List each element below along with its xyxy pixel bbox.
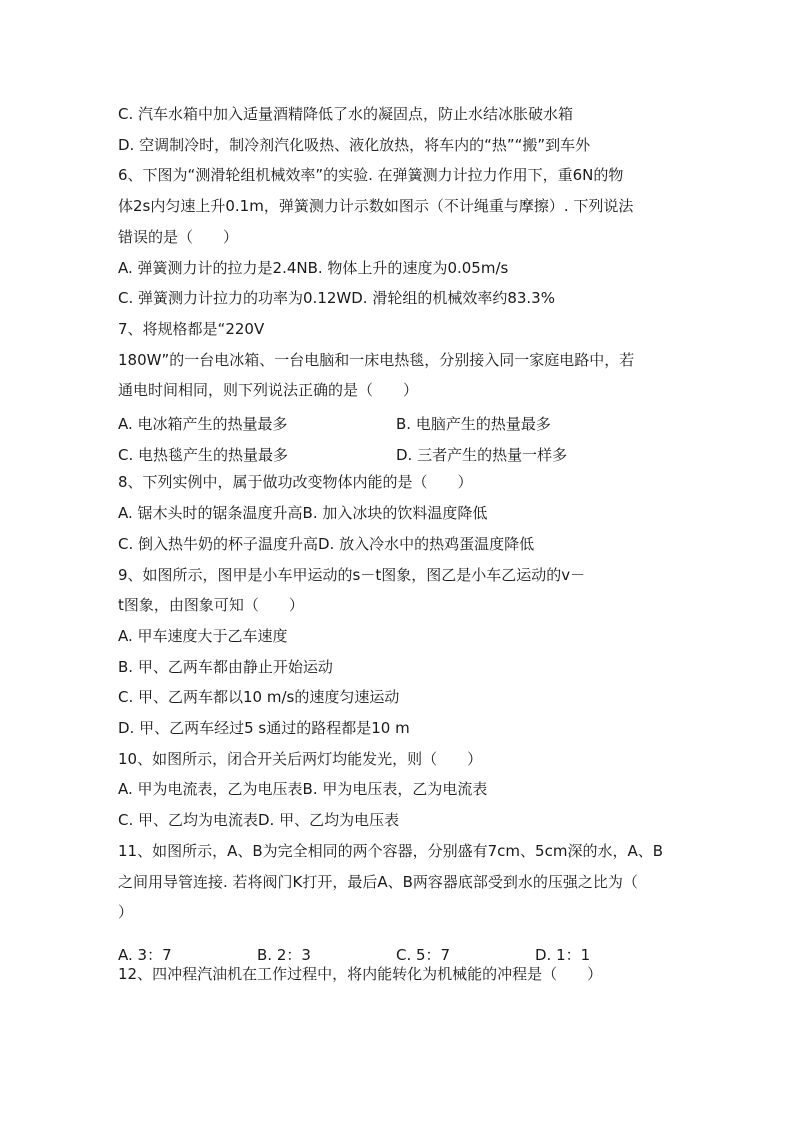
text-line: 通电时间相同，则下列说法正确的是（ ） xyxy=(118,381,419,399)
text-line: 错误的是（ ） xyxy=(118,228,239,246)
text-line: ） xyxy=(118,903,134,921)
text-line: A. 甲车速度大于乙车速度 xyxy=(118,627,288,645)
text-line: C. 倒入热牛奶的杯子温度升高D. 放入冷水中的热鸡蛋温度降低 xyxy=(118,535,535,553)
text-line: 8、下列实例中，属于做功改变物体内能的是（ ） xyxy=(118,473,473,491)
text-line: A. 甲为电流表，乙为电压表B. 甲为电压表，乙为电流表 xyxy=(118,780,488,798)
q11-option-a: A. 3：7 xyxy=(118,946,172,964)
text-line: D. 空调制冷时，制冷剂汽化吸热、液化放热，将车内的“热”“搬”到车外 xyxy=(118,136,591,154)
text-line: D. 甲、乙两车经过5 s通过的路程都是10 m xyxy=(118,719,410,737)
text-line: 11、如图所示，A、B为完全相同的两个容器，分别盛有7cm、5cm深的水，A、B xyxy=(118,842,663,860)
text-line: 体2s内匀速上升0.1m，弹簧测力计示数如图示（不计绳重与摩擦）. 下列说法 xyxy=(118,197,634,215)
q7-option-b: B. 电脑产生的热量最多 xyxy=(396,415,551,433)
text-line: A. 锯木头时的锯条温度升高B. 加入冰块的饮料温度降低 xyxy=(118,504,488,522)
q11-option-c: C. 5：7 xyxy=(396,946,451,964)
q11-option-b: B. 2：3 xyxy=(257,946,311,964)
text-line: 之间用导管连接. 若将阀门K打开，最后A、B两容器底部受到水的压强之比为（ xyxy=(118,873,638,891)
text-line: B. 甲、乙两车都由静止开始运动 xyxy=(118,658,333,676)
text-line: C. 弹簧测力计拉力的功率为0.12WD. 滑轮组的机械效率约83.3% xyxy=(118,289,555,307)
text-line: 9、如图所示，图甲是小车甲运动的s－t图象，图乙是小车乙运动的v－ xyxy=(118,566,586,584)
text-line: C. 甲、乙两车都以10 m/s的速度匀速运动 xyxy=(118,688,400,706)
q7-option-c: C. 电热毯产生的热量最多 xyxy=(118,446,289,464)
text-line: C. 甲、乙均为电流表D. 甲、乙均为电压表 xyxy=(118,811,400,829)
text-line: 12、四冲程汽油机在工作过程中，将内能转化为机械能的冲程是（ ） xyxy=(118,965,603,983)
text-line: t图象，由图象可知（ ） xyxy=(118,596,304,614)
text-line: 180W”的一台电冰箱、一台电脑和一床电热毯，分别接入同一家庭电路中，若 xyxy=(118,351,635,369)
q7-option-a: A. 电冰箱产生的热量最多 xyxy=(118,415,288,433)
text-line: 10、如图所示，闭合开关后两灯均能发光，则（ ） xyxy=(118,750,483,768)
text-line: A. 弹簧测力计的拉力是2.4NB. 物体上升的速度为0.05m/s xyxy=(118,259,509,277)
q11-option-d: D. 1：1 xyxy=(535,946,591,964)
text-line: 6、下图为“测滑轮组机械效率”的实验. 在弹簧测力计拉力作用下，重6N的物 xyxy=(118,166,624,184)
text-line: 7、将规格都是“220V xyxy=(118,320,265,338)
text-line: C. 汽车水箱中加入适量酒精降低了水的凝固点，防止水结冰胀破水箱 xyxy=(118,105,574,123)
q7-option-d: D. 三者产生的热量一样多 xyxy=(396,446,568,464)
